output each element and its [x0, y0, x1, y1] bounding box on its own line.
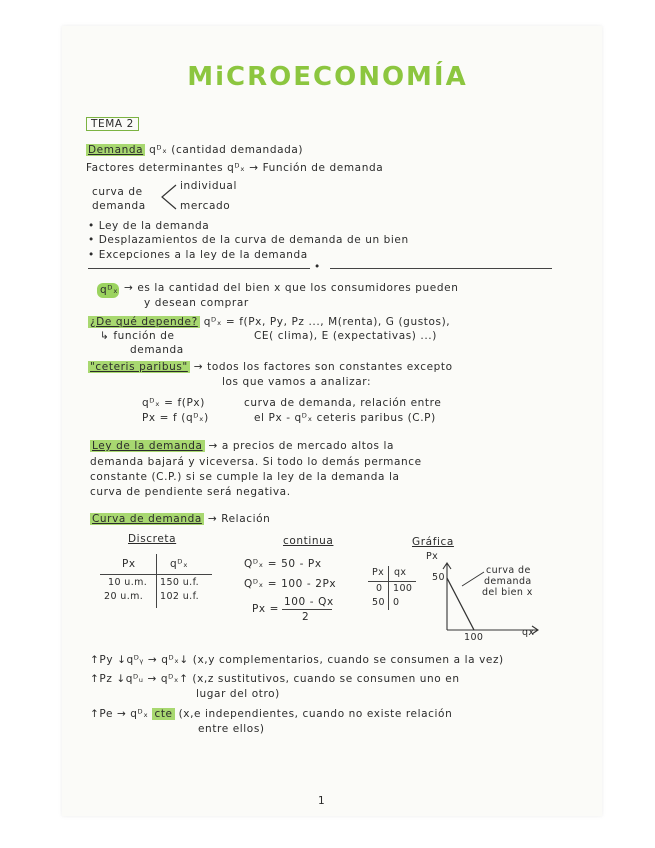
funcion-2: demanda [130, 344, 184, 356]
curva-left-1: curva de [92, 186, 143, 198]
equation-desc-1: curva de demanda, relación entre [244, 397, 442, 409]
demanda-line [86, 144, 303, 156]
continua-eq-1: Qᴰₓ = 50 - Px [244, 558, 322, 570]
divider-left [88, 268, 310, 269]
q-definition-2: y desean comprar [144, 297, 249, 309]
equation-1: qᴰₓ = f(Px) [142, 397, 205, 409]
continua-eq-3-num: 100 - Qx [284, 596, 334, 608]
fraction-bar [282, 609, 332, 610]
graph-y-tick: 50 [432, 572, 445, 583]
shift-independientes-pre: ↑Pe → qᴰₓ [90, 708, 149, 720]
small-table-hline [368, 581, 416, 582]
depende-label: ¿De qué depende? [90, 316, 198, 328]
ley-text-1: → a precios de mercado altos la [208, 440, 395, 452]
depende-equation-2: CE( clima), E (expectativas) ...) [254, 330, 437, 342]
small-table-row-2-q: 0 [393, 597, 400, 608]
curva-label: Curva de demanda [92, 513, 202, 525]
graph-note-3: del bien x [482, 587, 533, 598]
small-table-row-1-px: 0 [376, 583, 383, 594]
shift-sustitutivos-2: lugar del otro) [196, 688, 280, 700]
continua-heading: continua [283, 535, 334, 547]
page-number: 1 [318, 795, 326, 807]
ceteris-text-2: los que vamos a analizar: [222, 376, 372, 388]
shift-independientes-2: entre ellos) [198, 723, 265, 735]
ley-text-2: demanda bajará y viceversa. Si todo lo demás permance [90, 456, 422, 468]
page-title: MiCROECONOMÍA [187, 62, 468, 92]
table-vline [156, 554, 157, 608]
ley-label: Ley de la demanda [92, 440, 203, 452]
depende-equation: qᴰₓ = f(Px, Py, Pz ..., M(renta), G (gustos), [203, 316, 451, 328]
bullet-excepciones: • Excepciones a la ley de la demanda [88, 249, 308, 261]
ley-line-1 [90, 440, 394, 452]
curva-relacion: → Relación [207, 513, 271, 525]
q-symbol: qᴰₓ [100, 284, 119, 296]
graph-x-label: qx [522, 627, 535, 638]
small-table-row-2-px: 50 [372, 597, 385, 608]
curva-mercado: mercado [180, 200, 231, 212]
bracket-icon [158, 182, 180, 212]
ley-text-4: curva de pendiente será negativa. [90, 486, 291, 498]
discreta-heading: Discreta [128, 533, 177, 545]
small-table-row-1-q: 100 [393, 583, 413, 594]
table-row-2-q: 102 u.f. [160, 591, 200, 602]
demanda-label: Demanda [88, 144, 144, 156]
table-header-q: qᴰₓ [170, 558, 189, 570]
shift-cte-mark: cte [154, 708, 173, 720]
small-table-vline [388, 566, 389, 610]
continua-eq-3-lhs: Px = [252, 603, 280, 615]
graph-y-label: Px [426, 551, 439, 562]
table-header-px: Px [122, 558, 136, 570]
graph-x-tick: 100 [464, 632, 484, 643]
curva-left-2: demanda [92, 200, 146, 212]
table-row-1-px: 10 u.m. [108, 577, 148, 588]
shift-independientes-line [90, 708, 452, 720]
equation-desc-2: el Px - qᴰₓ ceteris paribus (C.P) [254, 412, 436, 424]
graph-note-2: demanda [484, 576, 532, 587]
divider-right [330, 268, 552, 269]
shift-complementarios: ↑Py ↓qᴰᵧ → qᴰₓ↓ (x,y complementarios, cuando se consumen a la vez) [90, 654, 504, 666]
funcion-1: ↳ función de [100, 330, 175, 342]
depende-line [88, 316, 450, 328]
small-table-header-px: Px [372, 567, 385, 578]
graph-note-pointer [462, 572, 484, 586]
continua-eq-2: Qᴰₓ = 100 - 2Px [244, 578, 337, 590]
bullet-desplazamientos: • Desplazamientos de la curva de demanda de un bien [88, 234, 409, 246]
shift-independientes-post: (x,e independientes, cuando no existe relación [178, 708, 453, 720]
ceteris-label: "ceteris paribus" [90, 361, 188, 373]
bullet-ley: • Ley de la demanda [88, 220, 210, 232]
curva-individual: individual [180, 180, 237, 192]
continua-eq-3-den: 2 [302, 611, 310, 623]
ceteris-text-1: → todos los factores son constantes excepto [193, 361, 453, 373]
ceteris-line [88, 361, 453, 373]
shift-sustitutivos-1: ↑Pz ↓qᴰᵤ → qᴰₓ↑ (x,z sustitutivos, cuando se consumen uno en [90, 673, 460, 685]
equation-2: Px = f (qᴰₓ) [142, 412, 209, 424]
table-row-1-q: 150 u.f. [160, 577, 200, 588]
q-definition-1: → es la cantidad del bien x que los consumidores pueden [124, 282, 459, 294]
curva-line [90, 513, 270, 525]
table-row-2-px: 20 u.m. [104, 591, 144, 602]
graph-note-1: curva de [486, 565, 531, 576]
demand-curve-line [447, 578, 474, 630]
grafica-heading: Gráfica [412, 536, 454, 548]
small-table-header-q: qx [394, 567, 407, 578]
demanda-definition: qᴰₓ (cantidad demandada) [149, 144, 304, 156]
factores-line: Factores determinantes qᴰₓ → Función de demanda [86, 162, 384, 174]
tema-label: TEMA 2 [86, 117, 139, 131]
ley-text-3: constante (C.P.) si se cumple la ley de la demanda la [90, 471, 400, 483]
divider-dot: • [314, 261, 321, 273]
